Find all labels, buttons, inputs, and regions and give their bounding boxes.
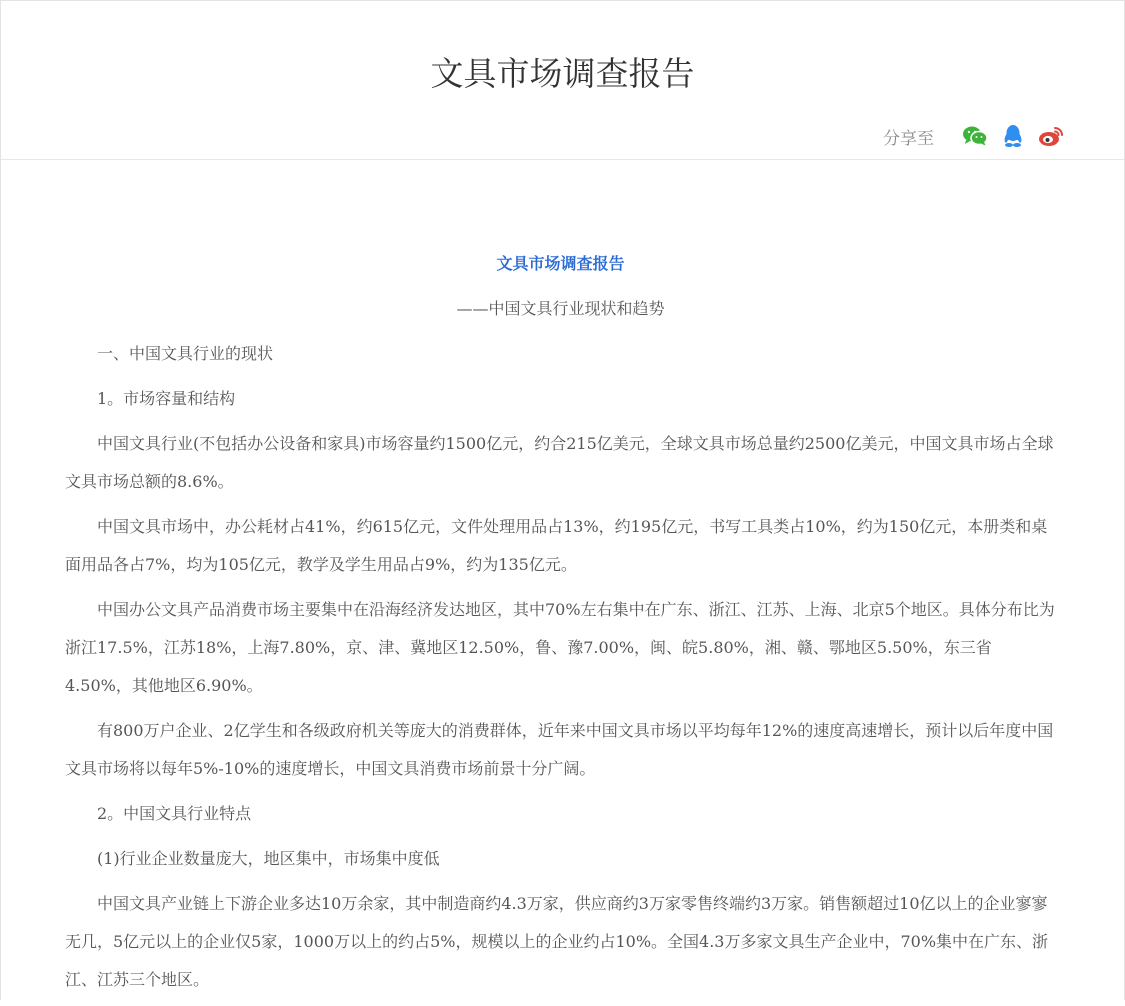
wechat-icon[interactable] [962,125,988,147]
paragraph: 中国文具市场中，办公耗材占41%，约615亿元，文件处理用品占13%，约195亿元，书写工具类占10%，约为150亿元，本册类和桌面用品各占7%，均为105亿元，教学及学生用品占9%，约为135亿元。 [65,517,1048,574]
section-heading: 一、中国文具行业的现状 [97,344,274,363]
share-label: 分享至 [883,128,934,149]
subsection-heading: 1。市场容量和结构 [97,389,236,408]
subsection-heading: 2。中国文具行业特点 [97,804,252,823]
paragraph: 中国办公文具产品消费市场主要集中在沿海经济发达地区，其中70%左右集中在广东、浙江、江苏、上海、北京5个地区。具体分布比为浙江17.5%，江苏18%，上海7.80%，京、津、冀地区12.50%，鲁、豫7.00%，闽、皖5.80%，湘、赣、鄂地区5.50%，东三省4.50%，其他地区6.90%。 [65,600,1055,695]
qq-icon[interactable] [1002,124,1024,148]
paragraph: 有800万户企业、2亿学生和各级政府机关等庞大的消费群体，近年来中国文具市场以平均每年12%的速度高速增长，预计以后年度中国文具市场将以每年5%-10%的速度增长，中国文具消费市场前景十分广阔。 [65,721,1054,778]
article-title: 文具市场调查报告 [496,254,625,273]
paragraph: 中国文具产业链上下游企业多达10万余家，其中制造商约4.3万家，供应商约3万家零售终端约3万家。销售额超过10亿以上的企业寥寥无几，5亿元以上的企业仅5家，1000万以上的约占5%，规模以上的企业约占10%。全国4.3万多家文具生产企业中，70%集中在广东、浙江、江苏三个地区。 [65,894,1049,989]
article-subtitle: ——中国文具行业现状和趋势 [456,299,665,318]
page-header [1,1,1124,160]
subsection-heading: (1)行业企业数量庞大，地区集中，市场集中度低 [97,849,440,868]
paragraph: 中国文具行业(不包括办公设备和家具)市场容量约1500亿元，约合215亿美元，全球文具市场总量约2500亿美元，中国文具市场占全球文具市场总额的8.6%。 [65,434,1054,491]
page-title: 文具市场调查报告 [430,54,695,93]
share-bar [883,119,1064,153]
article-body [65,241,1056,1006]
weibo-icon[interactable] [1038,125,1064,147]
